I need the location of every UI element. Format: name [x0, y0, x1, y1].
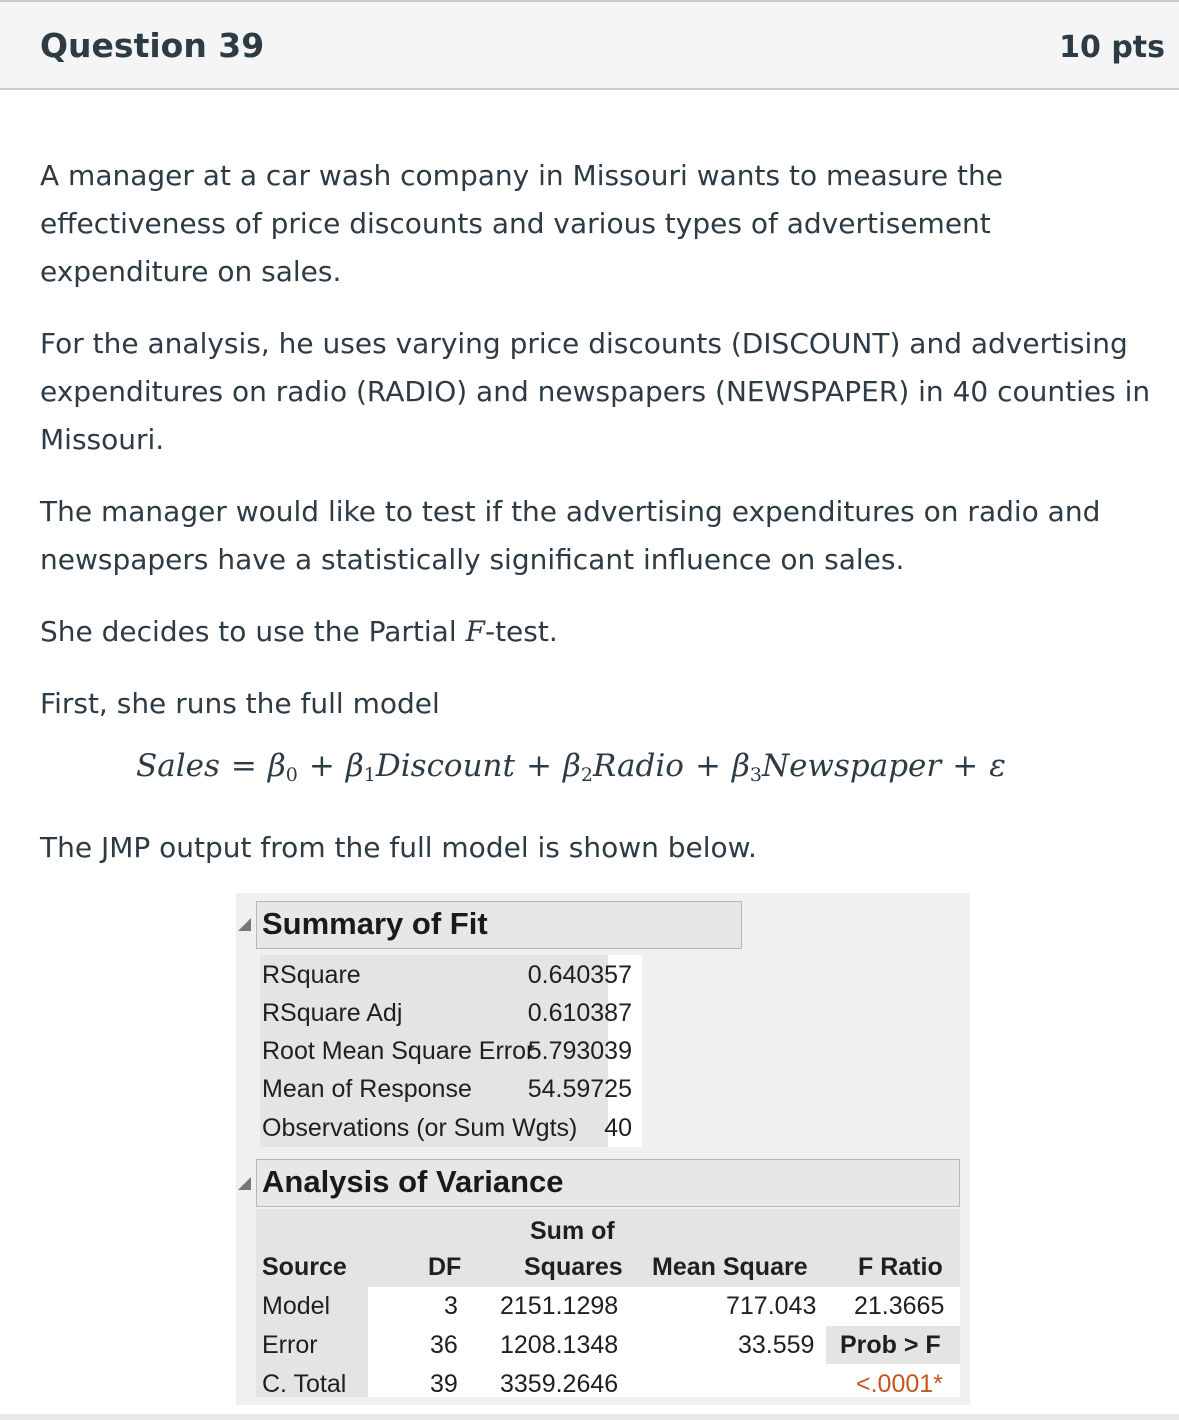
eq-term-radio: Radio	[592, 748, 684, 784]
fit-value: 0.610387	[527, 999, 632, 1027]
eq-beta2: β	[562, 748, 581, 784]
anova-ss: 2151.1298	[500, 1292, 619, 1320]
summary-of-fit-table	[260, 955, 642, 1147]
full-model-equation	[136, 748, 1006, 786]
fit-value: 40	[604, 1114, 632, 1142]
question-header	[0, 0, 1179, 90]
header-f-ratio: F Ratio	[858, 1253, 943, 1281]
eq-beta3: β	[731, 748, 750, 784]
eq-plus-1: +	[308, 748, 335, 784]
summary-of-fit-title[interactable]: Summary of Fit	[256, 901, 742, 949]
fit-value: 0.640357	[527, 961, 632, 989]
collapse-triangle-icon[interactable]	[238, 1177, 251, 1190]
header-source: Source	[262, 1253, 347, 1281]
anova-df: 3	[444, 1292, 458, 1320]
fit-value: 5.793039	[527, 1037, 632, 1065]
eq-plus-4: +	[952, 748, 979, 784]
p-value: <.0001*	[856, 1370, 943, 1398]
fit-label: RSquare	[262, 961, 361, 989]
eq-beta1-sub: 1	[363, 764, 376, 786]
fit-value: 54.59725	[527, 1075, 632, 1103]
anova-df: 36	[430, 1331, 458, 1359]
question-title: Question 39	[40, 26, 265, 65]
paragraph-full-model: First, she runs the full model	[40, 687, 440, 720]
eq-plus-2: +	[525, 748, 552, 784]
jmp-output-panel	[236, 893, 970, 1405]
eq-epsilon: ε	[989, 748, 1006, 784]
partial-f-variable: F	[465, 615, 485, 648]
analysis-of-variance-title[interactable]: Analysis of Variance	[256, 1159, 960, 1207]
paragraph-intro: A manager at a car wash company in Missouri wants to measure the effectiveness of price discounts and various types of advertisement expenditure on sales.	[40, 159, 1003, 288]
eq-beta0: β	[267, 748, 286, 784]
paragraph-partial-f	[40, 608, 1165, 656]
anova-source: Error	[262, 1331, 318, 1359]
question-points: 10 pts	[1059, 30, 1165, 65]
partial-f-before: She decides to use the Partial	[40, 615, 466, 648]
eq-beta3-sub: 3	[749, 764, 762, 786]
paragraph-analysis: For the analysis, he uses varying price discounts (DISCOUNT) and advertising expenditures on radio (RADIO) and newspapers (NEWSPAPER) in 40 counties in Missouri.	[40, 327, 1151, 456]
paragraph-test-goal: The manager would like to test if the advertising expenditures on radio and newspapers have a statistically significant influence on sales.	[40, 495, 1101, 576]
anova-table	[256, 1209, 960, 1397]
prob-f-label: Prob > F	[840, 1331, 941, 1359]
header-ss-top: Sum of	[530, 1217, 615, 1245]
eq-equals: =	[230, 748, 257, 784]
anova-ms: 33.559	[738, 1331, 815, 1359]
fit-label: Mean of Response	[262, 1075, 472, 1103]
anova-source: Model	[262, 1292, 331, 1320]
header-ss-bottom: Squares	[524, 1253, 623, 1281]
fit-label: Observations (or Sum Wgts)	[262, 1114, 578, 1142]
anova-f-ratio: 21.3665	[854, 1292, 945, 1320]
eq-beta0-sub: 0	[285, 764, 298, 786]
anova-ss: 3359.2646	[500, 1370, 619, 1398]
eq-plus-3: +	[694, 748, 721, 784]
anova-source: C. Total	[262, 1370, 347, 1398]
eq-term-discount: Discount	[375, 748, 515, 784]
eq-term-newspaper: Newspaper	[761, 748, 942, 784]
header-df: DF	[428, 1253, 462, 1281]
anova-df: 39	[430, 1370, 458, 1398]
anova-ss: 1208.1348	[500, 1331, 619, 1359]
bottom-divider	[0, 1414, 1179, 1420]
header-mean-square: Mean Square	[652, 1253, 808, 1281]
fit-label: RSquare Adj	[262, 999, 403, 1027]
eq-beta1: β	[345, 748, 364, 784]
fit-label: Root Mean Square Error	[262, 1037, 535, 1065]
anova-ms: 717.043	[726, 1292, 817, 1320]
partial-f-after: -test.	[484, 615, 558, 648]
collapse-triangle-icon[interactable]	[238, 918, 251, 931]
paragraph-jmp-output: The JMP output from the full model is shown below.	[40, 831, 757, 864]
eq-lhs: Sales	[136, 748, 220, 784]
eq-beta2-sub: 2	[580, 764, 593, 786]
